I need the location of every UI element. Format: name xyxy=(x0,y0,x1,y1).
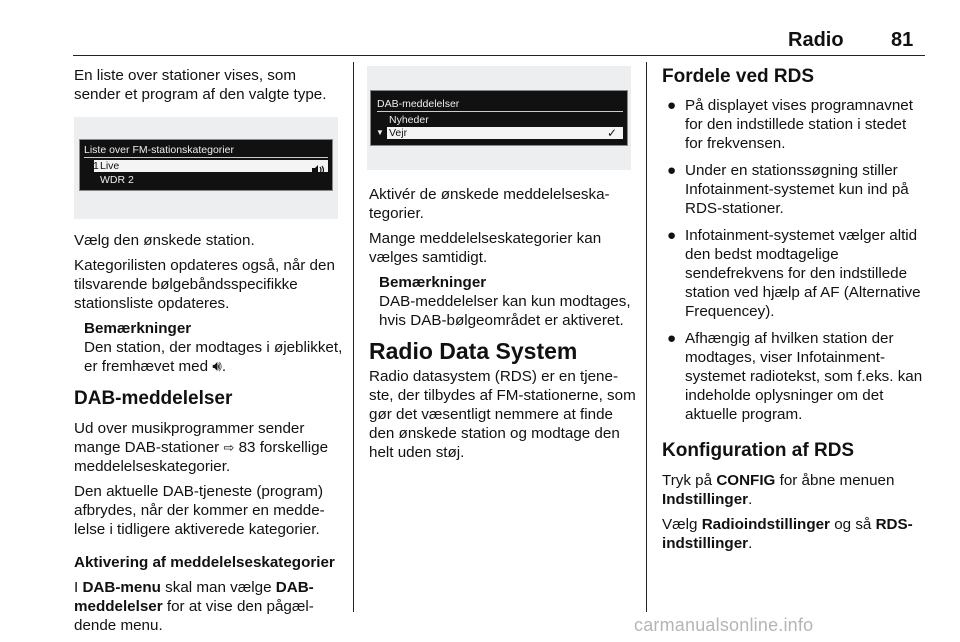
page-number: 81 xyxy=(891,29,914,51)
list-item: ● Infotainment-systemet vælger altid den bedst modtagelige sendefrekvens for den indstillede station ved hjælp af AF (Alternative Frequencey). xyxy=(667,227,921,320)
bullet-icon: ● xyxy=(667,97,677,114)
note-heading: Bemærkninger xyxy=(84,320,192,337)
category-update-paragraph: Kategorilisten opdateres også, når den tilsvarende bølgebåndsspecifikke stationsliste opdateres. xyxy=(74,257,335,312)
activate-paragraph: Aktivér de ønskede meddelelseskategorier. xyxy=(369,186,610,222)
menu-name: DAB-menu xyxy=(82,579,161,596)
column-2-lower xyxy=(369,185,637,462)
watermark[interactable]: carmanualsonline.info xyxy=(634,615,814,635)
speaker-icon xyxy=(311,161,325,171)
note-block-1 xyxy=(74,319,346,376)
cross-reference-arrow-icon: ⇨ xyxy=(223,440,235,455)
config-step-1: Tryk på CONFIG for åbne menuen Indstillinger. xyxy=(662,472,895,508)
note-text: Den station, der modtages i øjeblikket, er fremhævet med 🔊︎. xyxy=(84,339,343,375)
dab-screen-title: DAB-meddelelser xyxy=(377,98,460,110)
scroll-down-icon[interactable]: ▼ xyxy=(376,128,384,137)
config-step-2: Vælg Radioindstillinger og så RDS-indstillinger. xyxy=(662,516,913,552)
column-3 xyxy=(662,66,928,553)
menu-item-name: RDS-indstillinger xyxy=(662,516,913,552)
fm-row-2[interactable] xyxy=(100,174,134,186)
dab-row-nyheder[interactable] xyxy=(389,114,429,126)
menu-item-name: DAB-meddelelser xyxy=(74,579,314,615)
dab-row-1-label: Nyheder xyxy=(389,114,429,126)
column-divider-left xyxy=(353,62,354,612)
fm-stations-figure xyxy=(74,117,338,219)
activation-paragraph: I DAB-menu skal man vælge DAB-meddelelser for at vise den pågældende menu. xyxy=(74,579,314,634)
rds-benefits-list xyxy=(662,96,928,424)
bullet-icon: ● xyxy=(667,162,677,179)
note-block-2 xyxy=(369,273,637,330)
fm-screen-title-rule xyxy=(84,157,328,158)
rds-intro-paragraph: Radio datasystem (RDS) er en tjeneste, der tilbydes af FM-stationerne, som gør det væsentligt nemmere at finde den ønskede station og modtage den helt uden støj. xyxy=(369,368,636,461)
menu-item-name: Radioindstillinger xyxy=(701,516,830,533)
note-heading: Bemærkninger xyxy=(379,274,487,291)
note-text: DAB-meddelelser kan kun modtages, hvis DAB-bølgeområdet er aktiveret. xyxy=(379,293,631,329)
dab-screen-title-rule xyxy=(377,111,623,112)
dab-interrupt-paragraph: Den aktuelle DAB-tjeneste (program) afbrydes, når der kommer en meddelelse i tidligere aktiverede kategorier. xyxy=(74,483,325,538)
bullet-icon: ● xyxy=(667,330,677,347)
section-heading-rds: Radio Data System xyxy=(369,338,578,364)
list-item: ● Afhængig af hvilken station der modtages, viser Infotainment-systemet radiotekst, som f.eks. kan indeholde oplysninger om det aktuelle program. xyxy=(667,330,923,423)
dab-messages-figure xyxy=(367,66,631,170)
rds-config-heading: Konfiguration af RDS xyxy=(662,440,855,461)
dab-intro-paragraph: Ud over musikprogrammer sender mange DAB-stationer ⇨ 83 forskellige meddelelseskategorier. xyxy=(74,420,329,475)
fm-display-screen xyxy=(79,139,333,191)
dab-display-screen xyxy=(370,90,628,146)
multiple-paragraph: Mange meddelelseskategorier kan vælges samtidigt. xyxy=(369,230,602,266)
fm-screen-title: Liste over FM-stationskategorier xyxy=(84,144,234,156)
column-1-lower xyxy=(74,231,346,635)
fm-row-2-label: WDR 2 xyxy=(100,174,134,186)
bullet-icon: ● xyxy=(667,227,677,244)
fm-selected-row[interactable] xyxy=(94,160,328,172)
fm-row-1-number: 1 xyxy=(93,160,99,172)
intro-paragraph: En liste over stationer vises, som sender et program af den valgte type. xyxy=(74,67,327,103)
button-name: CONFIG xyxy=(716,472,776,489)
list-item: ● På displayet vises programnavnet for den indstillede station i stedet for frekvensen. xyxy=(667,97,913,152)
section-heading-dab: DAB-meddelelser xyxy=(74,388,233,409)
header-rule xyxy=(73,55,925,56)
activation-heading: Aktivering af meddelelseskategorier xyxy=(74,554,335,571)
dab-row-2-label: Vejr xyxy=(389,127,408,139)
rds-benefits-heading: Fordele ved RDS xyxy=(662,66,815,87)
list-item: ● Under en stationssøgning stiller Infotainment-systemet kun ind på RDS-stationer. xyxy=(667,162,909,217)
fm-row-1-label: Live xyxy=(100,160,120,172)
menu-name: Indstillinger xyxy=(662,491,749,508)
page-header-title: Radio xyxy=(788,29,844,51)
select-station-paragraph: Vælg den ønskede station. xyxy=(74,232,255,249)
column-divider-right xyxy=(646,62,647,612)
dab-selected-row[interactable] xyxy=(387,127,623,139)
checkmark-icon: ✓ xyxy=(606,126,617,140)
column-1 xyxy=(74,66,346,104)
speaker-icon: 🔊︎. xyxy=(212,358,227,375)
